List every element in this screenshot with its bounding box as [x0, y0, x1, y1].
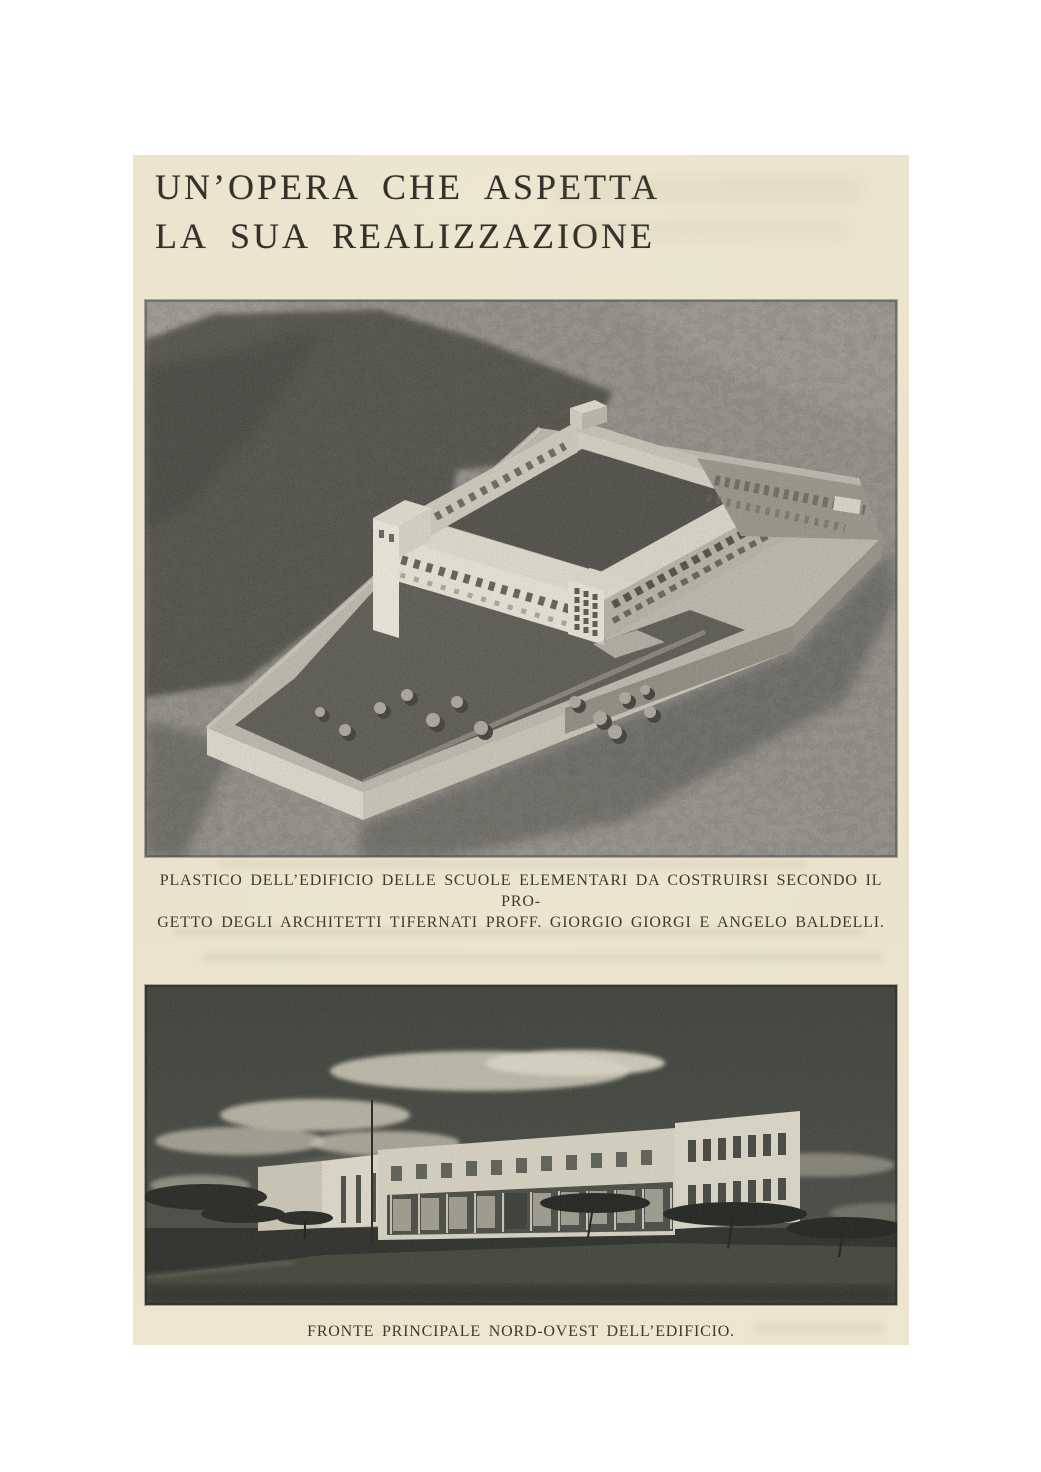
- figure2-caption-text: FRONTE PRINCIPALE NORD-OVEST DELL’EDIFICIO.: [307, 1323, 735, 1340]
- photo-grain: [145, 985, 897, 1305]
- figure2-caption: [141, 1321, 901, 1342]
- front-elevation-photo: [145, 985, 897, 1305]
- page-title: [155, 163, 660, 261]
- front-elevation-graphic: [145, 985, 897, 1305]
- figure1-caption-line2: GETTO DEGLI ARCHITETTI TIFERNATI PROFF. GIORGIO GIORGI E ANGELO BALDELLI.: [157, 914, 885, 931]
- model-aerial-photo: [145, 300, 897, 857]
- bleedthrough-smudge: [218, 860, 808, 868]
- bleedthrough-smudge: [203, 953, 883, 962]
- figure1-caption-line1: PLASTICO DELL’EDIFICIO DELLE SCUOLE ELEMENTARI DA COSTRUIRSI SECONDO IL PRO-: [159, 872, 883, 910]
- title-line-1: UN’OPERA CHE ASPETTA: [155, 167, 661, 207]
- title-line-2: LA SUA REALIZZAZIONE: [155, 216, 655, 256]
- model-aerial-photo-graphic: [145, 300, 897, 857]
- photo-grain: [145, 300, 897, 857]
- figure1-caption: [141, 870, 901, 933]
- magazine-page: [133, 155, 909, 1345]
